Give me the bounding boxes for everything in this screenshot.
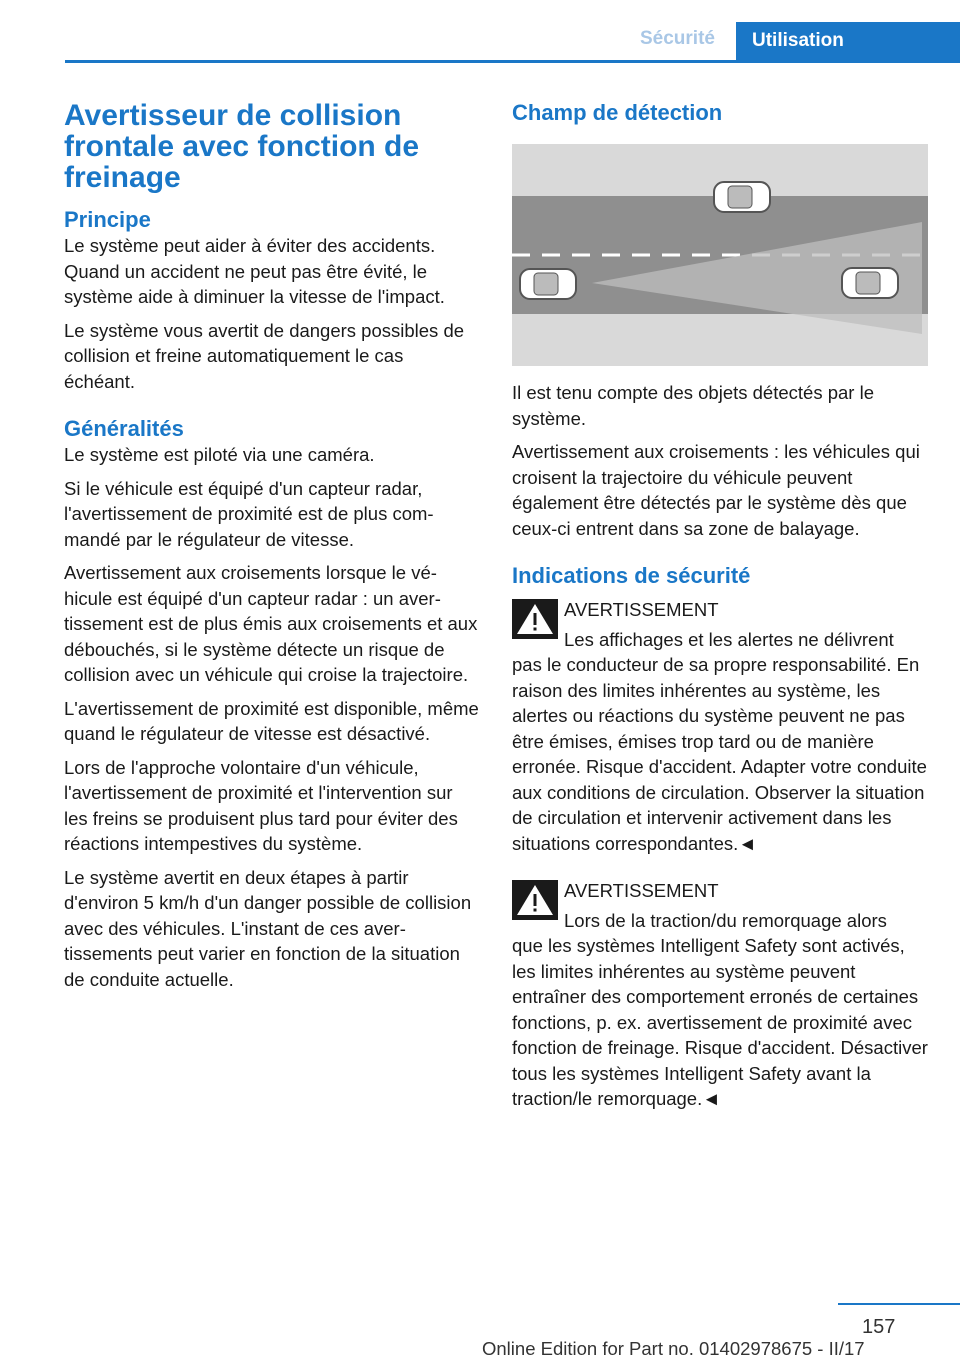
- warning-text: [512, 627, 928, 857]
- warning-triangle-icon: [512, 880, 558, 920]
- section-heading-securite: Indications de sécurité: [512, 563, 751, 588]
- warning-first-line: Les affichages et les alertes ne délivrent: [564, 628, 894, 650]
- right-column: [512, 100, 928, 1120]
- edition-note: Online Edition for Part no. 01402978675 - II/17: [482, 1338, 865, 1359]
- paragraph: L'avertissement de proximité est disponible, même quand le régulateur de vitesse est désactivé.: [64, 697, 479, 744]
- footer-rule: [838, 1303, 960, 1305]
- page-number: 157: [862, 1316, 896, 1338]
- paragraph: Le système est piloté via une caméra.: [64, 444, 375, 465]
- paragraph: Avertissement aux croisements : les véhicules qui croisent la trajectoire du véhicule peuvent également être détectés par le système dès que ceux-ci entrent dans sa zone de balayage.: [512, 441, 920, 539]
- paragraph: Lors de l'approche volontaire d'un véhicule, l'avertissement de proximité et l'intervention sur les freins se produisent plus tard pour éviter des réactions intempestives du système.: [64, 756, 458, 854]
- car-ahead-icon: [714, 182, 770, 212]
- road-diagram: [512, 144, 928, 366]
- tab-securite[interactable]: Sécurité: [640, 28, 715, 49]
- page-header: [0, 0, 960, 62]
- paragraph: Avertissement aux croisements lorsque le véhicule est équipé d'un capteur radar : un avertissement est de plus émis aux croisements et aux débouchés, si le système détecte un risque de collision avec un véhicule qui croise la trajectoire.: [64, 562, 478, 685]
- warning-text: [512, 908, 928, 1112]
- paragraph: Si le véhicule est équipé d'un capteur radar, l'avertissement de proximité est de plus commandé par le régulateur de vitesse.: [64, 477, 434, 550]
- warning-block: [512, 597, 928, 856]
- left-column: [64, 100, 479, 1000]
- warning-title: AVERTISSEMENT: [564, 880, 719, 901]
- warning-triangle-icon: [512, 599, 558, 639]
- warning-body: pas le conducteur de sa propre responsabilité. En raison des limites inhérentes au système, les alertes ou réactions du système peuvent ne pas être émises, émises trop tard ou de manière erronée. Risque d'accident. Adapter votre conduite aux conditions de circulation. Observer la situation de circulation et intervenir activement dans les situations correspondantes.◄: [512, 654, 927, 854]
- tab-utilisation[interactable]: Utilisation: [736, 22, 960, 60]
- paragraph: Il est tenu compte des objets détectés par le système.: [512, 382, 874, 429]
- warning-title: AVERTISSEMENT: [564, 599, 719, 620]
- warning-block: [512, 878, 928, 1112]
- header-rule: [65, 60, 960, 63]
- section-heading-champ: Champ de détection: [512, 100, 723, 125]
- section-heading-principe: Principe: [64, 207, 151, 232]
- paragraph: Le système peut aider à éviter des accidents. Quand un accident ne peut pas être évité, le système aide à diminuer la vitesse de l'impact.: [64, 235, 445, 307]
- warning-body: que les systèmes Intelligent Safety sont activés, les limites inhérentes au système peuvent entraîner des comportement erronés de certaines fonctions, p. ex. avertissement de proximité avec fonction de freinage. Risque d'accident. Désactiver tous les systèmes Intelligent Safety avant la traction/le remorquage.◄: [512, 935, 928, 1109]
- detection-field-illustration: [512, 144, 928, 366]
- paragraph: Le système avertit en deux étapes à partir d'environ 5 km/h d'un danger possible de collision avec des véhicules. L'instant de ces avertissements peut varier en fonction de la situation de conduite actuelle.: [64, 866, 472, 990]
- warning-first-line: Lors de la traction/du remorquage alors: [564, 909, 887, 931]
- car-ego-icon: [520, 269, 576, 299]
- page-title: Avertisseur de collision frontale avec fonction de freinage: [64, 99, 420, 194]
- car-front-icon: [842, 268, 898, 298]
- paragraph: Le système vous avertit de dangers possibles de collision et freine automatiquement le cas échéant.: [64, 319, 465, 392]
- section-heading-generalites: Généralités: [64, 416, 184, 441]
